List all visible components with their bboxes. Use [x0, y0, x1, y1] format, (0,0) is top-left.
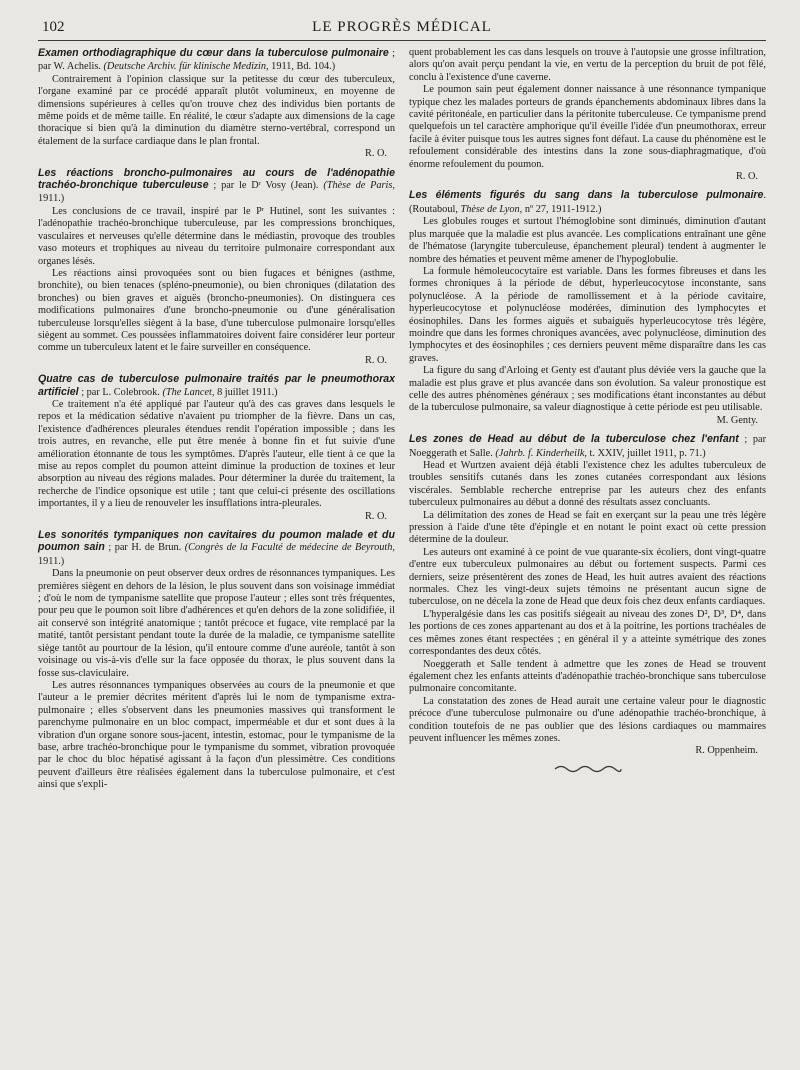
page-number: 102 [42, 19, 65, 35]
article-zones-de-head [409, 433, 766, 758]
paragraph: La figure du sang d'Arloing et Genty est d'autant plus déviée vers la gauche que la maladie est plus grave et plus avancée dans son évolution. Sa valeur pronostique est celle des autres phénomènes généraux ; ses modifications étant inconstantes au début de la tuberculose pulmonaire, sa valeur diagnostique à cette période est peu utilisable. [409, 365, 766, 414]
paragraph: Ce traitement n'a été appliqué par l'auteur qu'à des cas graves dans lesquels le repos et la médication sédative n'avaient pu triompher de la fièvre. Dans un cas, l'existence d'adhérences pleurales étendues rendit l'opération impossible ; dans les trois autres, en revanche, elle put être menée à bonne fin et fut suivie d'une amélioration étonnante de tous les symptômes. D'après l'auteur, elle tient à ce que la mise au repos complet du poumon atteint diminue la production de toxines et leur absorption au niveau des régions malades. Pour déterminer la durée du traitement, la recherche de l'indice opsonique est utile ; tant que celui-ci présente des oscillations importantes, il y a lieu de renouveler les insufflations intra-pleurales. [38, 398, 395, 510]
paragraph: La délimitation des zones de Head se fait en exerçant sur la peau une très légère pression à l'aide d'une tête d'épingle et en notant le point exact où cette pression détermine de la douleur. [409, 509, 766, 546]
paragraph: Les globules rouges et surtout l'hémoglobine sont diminués, diminution d'autant plus marquée que la maladie est plus avancée. Les complications entraînant une gêne de l'hématose (laryngite tuberculeuse, épanchement pleural) tendent à augmenter le nombre des hématies et peuvent même amener de l'hypoglobulie. [409, 216, 766, 265]
article-citation: ; par H. de Brun. (Congrès de la Faculté de médecine de Beyrouth, 1911.) [38, 542, 395, 567]
article-citation: ; par Noeggerath et Salle. (Jahrb. f. Kinderheilk, t. XXIV, juillet 1911, p. 71.) [409, 434, 766, 459]
article-heading: Les zones de Head au début de la tuberculose chez l'enfant ; par Noeggerath et Salle. (Jahrb. f. Kinderheilk, t. XXIV, juillet 1911, p. 71.) [409, 433, 766, 459]
right-column [409, 47, 766, 798]
paragraph: Contrairement à l'opinion classique sur la petitesse du cœur des tuberculeux, l'organe examiné par ce procédé apparaît plutôt volumineux, en moyenne de dimensions supérieures à celles qu'on trouve chez des individus bien portants de même poids et de même taille. En réalité, le cœur s'adapte aux dimensions de la cage thoracique si bien qu'à la diminution du diamètre sterno-vertébral, correspond un étalement de la surface cardiaque dans le plan frontal. [38, 73, 395, 147]
end-ornament [409, 764, 766, 776]
paragraph: Le poumon sain peut également donner naissance à une résonnance tympanique typique chez les malades porteurs de grands épanchements abdominaux libres dans la cavité péritonéale, en particulier dans la péritonite tuberculeuse. Ce tympanisme prend quelquefois un tel caractère amphorique qu'il éveille l'idée d'un pneumothorax, erreur facile à éviter puisque tous les autres signes font défaut. La cause du phénomène est le refoulement considérable des intestins dans la zone sous-diaphragmatique, d'où énorme refoulement du poumon. [409, 84, 766, 170]
article-pneumothorax [38, 373, 395, 523]
article-citation: ; par L. Colebrook. (The Lancet, 8 juillet 1911.) [78, 386, 278, 398]
article-heading: Les éléments figurés du sang dans la tuberculose pulmonaire. (Routaboul, Thèse de Lyon, nº 27, 1911-1912.) [409, 189, 766, 215]
two-column-body [38, 47, 766, 798]
wavy-ornament-icon [553, 764, 623, 774]
article-signature: R. O. [364, 510, 387, 522]
paragraph: La constatation des zones de Head aurait une certaine valeur pour le diagnostic précoce d'une tuberculose pulmonaire ou d'une adénopathie trachéo-bronchique, à condition toutefois de ne pas oublier que des lésions cardiaques ou mammaires peuvent influencer les mêmes zones. [409, 695, 766, 744]
article-signature: R. O. [735, 171, 758, 183]
article-reactions-broncho [38, 167, 395, 368]
article-citation: ; par W. Achelis. (Deutsche Archiv. für klinische Medizin, 1911, Bd. 104.) [38, 48, 395, 73]
article-sonorites-continued [409, 47, 766, 183]
paragraph: Head et Wurtzen avaient déjà établi l'existence chez les adultes tuberculeux de troubles sensitifs cutanés dans les zones cutanées correspondant aux lésions viscérales. Semblable recherche entreprise par les auteurs chez des enfants tuberculeux pulmonaires au début a donné des résultats assez concluants. [409, 460, 766, 509]
article-signature: R. O. [364, 148, 387, 160]
article-heading: Quatre cas de tuberculose pulmonaire traités par le pneumothorax artificiel ; par L. Colebrook. (The Lancet, 8 juillet 1911.) [38, 373, 395, 398]
article-sonorites [38, 529, 395, 792]
paragraph: Dans la pneumonie on peut observer deux ordres de résonnances tympaniques. Les premières siègent en dehors de la lésion, le plus souvent dans son voisinage immédiat ; d'où le nom de tympanisme satellite que propose l'auteur ; elles sont très fréquentes, pour peu que le poumon soit libre d'adhérences et qu'en dehors de la zone solidifiée, il ait conservé son intégrité anatomique ; tantôt précoce et fugace, vite remplacé par la matité, tantôt persistant pendant toute la durée de la maladie, ce tympanisme satellite siège tantôt au pourtour de la lésion, qu'il entoure comme d'une auréole, tantôt à son voisinage ou vis-à-vis d'elle sur la face opposée du thorax, le plus souvent dans la fosse sus-claviculaire. [38, 568, 395, 679]
article-orthodiagraphie [38, 47, 395, 161]
paragraph: Les auteurs ont examiné à ce point de vue quarante-six écoliers, dont vingt-quatre d'entre eux tuberculeux pulmonaires au début ou fortement suspects. Parmi ces derniers, seize présentèrent des zones de Head, les huit autres avaient des réactions normales. Chez les vingt-deux sujets témoins ne présentant aucun signe de tuberculose, on ne décela la zone de Head que deux fois chez deux enfants cardiaques. [409, 546, 766, 608]
paragraph: Les conclusions de ce travail, inspiré par le Pʳ Hutinel, sont les suivantes : l'adénopathie trachéo-bronchique tuberculeuse, par les compressions bronchiques, vasculaires et nerveuses qu'elle détermine dans le médiastin, provoque des troubles vaso moteurs et trophiques au niveau du territoire pulmonaire correspondant aux organes lésés. [38, 205, 395, 267]
paragraph: Les autres résonnances tympaniques observées au cours de la pneumonie et que l'auteur a le premier décrites méritent d'après lui le nom de tympanisme extra-pulmonaire ; elles s'observent dans les pneumonies massives qui transforment le parenchyme pulmonaire en un bloc compact, imperméable et dur et sont dues à la vibration d'un organe sonore sous-jacent, intestin, estomac, pour le tympanisme de la base, arbre trachéo-bronchique pour le tympanisme du sommet, vibration provoquée par le choc du bloc hépatisé agissant à la façon d'un plessimètre. Ces conditions peuvent d'ailleurs être réalisées également dans la tuberculose pulmonaire, et c'est ainsi que s'expli- [38, 679, 395, 791]
paragraph: Les réactions ainsi provoquées sont ou bien fugaces et bénignes (asthme, bronchite), ou bien tenaces (spléno-pneumonie), ou bien chroniques (dilatation des bronches) ou bien graves et aiguës (broncho-pneumonies). On distinguera ces modifications pulmonaires d'une broncho-pneumonie ou d'une généralisation tuberculeuse lorsqu'elles siègent à la base, d'une tuberculose pulmonaire lorsqu'elles siègent au sommet. Ces poussées inflammatoires doivent faire considérer leur porteur comme un tuberculeux latent et le faire surveiller en conséquence. [38, 267, 395, 354]
article-citation: . (Routaboul, Thèse de Lyon, nº 27, 1911-1912.) [409, 190, 766, 215]
paragraph: La formule hémoleucocytaire est variable. Dans les formes fibreuses et dans les formes chroniques à la période de début, hyperleucocytose inconstante, sans polynucléose. A la période de ramollissement et à la période cavitaire, hyperleucocytose et polynucléose modérées, diminution des lymphocytes et éosinophiles. Dans les formes aiguës et subaiguës hyperleucocytose très légère, moindre que dans les formes chroniques avancées, avec polynucléose, diminution des lymphocytes et des éosinophiles ; ces derniers peuvent même disparaître dans les cas graves. [409, 265, 766, 364]
article-citation: ; par le Dʳ Vosy (Jean). (Thèse de Paris, 1911.) [38, 180, 395, 205]
paragraph: Noeggerath et Salle tendent à admettre que les zones de Head se trouvent également chez les enfants atteints d'adénopathie trachéo-bronchique sans tuberculose pulmonaire concomitante. [409, 658, 766, 695]
article-elements-figures [409, 189, 766, 427]
journal-title: LE PROGRÈS MÉDICAL [312, 19, 492, 35]
running-header [38, 18, 766, 41]
article-heading: Les sonorités tympaniques non cavitaires du poumon malade et du poumon sain ; par H. de Brun. (Congrès de la Faculté de médecine de Beyrouth, 1911.) [38, 529, 395, 567]
article-signature: R. O. [364, 354, 387, 366]
left-column [38, 47, 395, 798]
article-signature: M. Genty. [716, 414, 758, 426]
article-heading: Examen orthodiagraphique du cœur dans la tuberculose pulmonaire ; par W. Achelis. (Deutsche Archiv. für klinische Medizin, 1911, Bd. 104.) [38, 47, 395, 73]
article-heading: Les réactions broncho-pulmonaires au cours de l'adénopathie trachéo-bronchique tuberculeuse ; par le Dʳ Vosy (Jean). (Thèse de Paris, 1911.) [38, 166, 395, 205]
paragraph: quent probablement les cas dans lesquels on trouve à l'autopsie une grosse infiltration, alors qu'on avait perçu pendant la vie, en vertu de la perception du bruit de pot fêlé, conclu à l'existence d'une caverne. [409, 47, 766, 83]
paragraph: L'hyperalgésie dans les cas positifs siégeait au niveau des zones D², D³, D⁴, dans les portions de ces zones appartenant au dos et à la poitrine, les portions trachéales de ces mêmes zones étant respectées ; en général il y a atteinte symétrique des zones correspondantes des deux côtés. [409, 608, 766, 658]
article-signature: R. Oppenheim. [695, 745, 758, 757]
